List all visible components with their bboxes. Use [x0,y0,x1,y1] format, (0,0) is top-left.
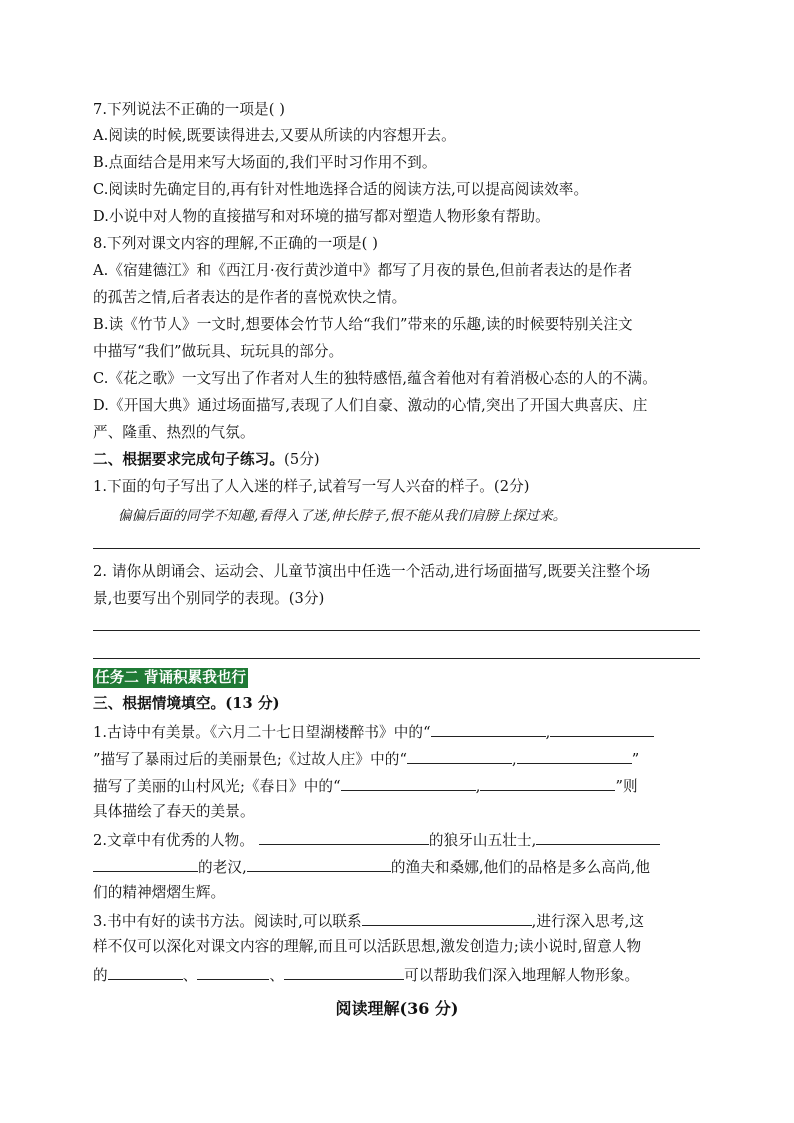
q3-text-3a: 的 [93,967,108,984]
q2-text: 2.文章中有优秀的人物。 [93,832,255,849]
section2-q2-line1: 2. 请你从朗诵会、运动会、儿童节演出中任选一个活动,进行场面描写,既要关注整个场 [93,563,651,580]
section2-q1: 1.下面的句子写出了人入迷的样子,试着写一写人兴奋的样子。(2分) [93,478,530,495]
blank-12[interactable] [108,964,183,980]
q7-stem: 7.下列说法不正确的一项是( ) [93,101,286,118]
answer-line-q1[interactable] [93,548,700,549]
section3-q1-line1 [93,721,703,743]
q8-option-a-line2: 的孤苦之情,后者表达的是作者的喜悦欢快之情。 [93,289,407,306]
section3-q3-line2: 样不仅可以深化对课文内容的理解,而且可以活跃思想,激发创造力;读小说时,留意人物 [93,938,642,955]
q1-quote-close: ” [631,751,640,768]
section3-q2-line1 [93,829,703,851]
q1-text-2: ”描写了暴雨过后的美丽景色;《过故人庄》中的“ [93,751,408,768]
section2-score: (5分) [284,451,320,468]
blank-8[interactable] [536,829,660,845]
blank-11[interactable] [362,910,532,926]
q8-option-d-line2: 严、隆重、热烈的气氛。 [93,424,255,441]
section3-q1-line2 [93,748,703,770]
blank-7[interactable] [259,829,429,845]
section3-q3-line1 [93,910,703,932]
q7-option-c: C.阅读时先确定目的,再有针对性地选择合适的阅读方法,可以提高阅读效率。 [93,181,589,198]
section3-q2-line3: 们的精神熠熠生辉。 [93,884,226,901]
section3-q1-line3 [93,775,703,797]
blank-13[interactable] [197,964,269,980]
q3-text-b: ,进行深入思考,这 [531,913,645,930]
q1-text: 1.古诗中有美景。《六月二十七日望湖楼醉书》中的“ [93,724,431,741]
blank-6[interactable] [480,775,615,791]
q7-option-d: D.小说中对人物的直接描写和对环境的描写都对塑造人物形象有帮助。 [93,208,550,225]
blank-4[interactable] [517,748,632,764]
blank-9[interactable] [93,856,198,872]
q2-text-2a: 的老汉, [198,859,247,876]
q8-stem: 8.下列对课文内容的理解,不正确的一项是( ) [93,235,378,252]
q7-option-b: B.点面结合是用来写大场面的,我们平时习作用不到。 [93,154,437,171]
blank-14[interactable] [284,964,404,980]
section2-q2-line2: 景,也要写出个别同学的表现。(3分) [93,590,325,607]
q8-option-b-line2: 中描写“我们”做玩具、玩玩具的部分。 [93,343,344,360]
q3-sep-2: 、 [269,967,285,984]
section2-title: 二、根据要求完成句子练习。 [93,451,285,468]
section3-q1-line4: 具体描绘了春天的美景。 [93,803,255,820]
section2-example-sentence: 偏偏后面的同学不知趣,看得入了迷,伸长脖子,恨不能从我们肩膀上探过来。 [118,508,567,524]
blank-2[interactable] [550,721,654,737]
q3-text: 3.书中有好的读书方法。阅读时,可以联系 [93,913,362,930]
q1-comma-2: , [512,751,517,768]
q3-text-3b: 可以帮助我们深入地理解人物形象。 [404,967,640,984]
q8-option-a-line1: A.《宿建德江》和《西江月·夜行黄沙道中》都写了月夜的景色,但前者表达的是作者 [93,262,633,279]
q8-option-d-line1: D.《开国大典》通过场面描写,表现了人们自豪、激动的心情,突出了开国大典喜庆、庄 [93,397,648,414]
blank-1[interactable] [431,721,546,737]
reading-comprehension-title: 阅读理解(36 分) [335,999,459,1018]
answer-line-q2-2[interactable] [93,658,700,659]
blank-10[interactable] [247,856,391,872]
q2-text-2b: 的渔夫和桑娜,他们的品格是多么高尚,他 [390,859,651,876]
q8-option-c: C.《花之歌》一文写出了作者对人生的独特感悟,蕴含着他对有着消极心态的人的不满。 [93,370,657,387]
section2-heading [93,450,703,470]
blank-3[interactable] [407,748,512,764]
q8-option-b-line1: B.读《竹节人》一文时,想要体会竹节人给“我们”带来的乐趣,读的时候要特别关注文 [93,316,633,333]
section3-heading: 三、根据情境填空。(13 分) [93,695,280,712]
section3-q3-line3 [93,964,703,986]
q1-text-3: 描写了美丽的山村风光;《春日》中的“ [93,778,341,795]
blank-5[interactable] [341,775,476,791]
task2-banner: 任务二 背诵积累我也行 [95,669,247,686]
q2-text-b: 的狼牙山五壮士, [428,832,537,849]
q7-option-a: A.阅读的时候,既要读得进去,又要从所读的内容想开去。 [93,127,456,144]
section3-q2-line2 [93,856,703,878]
q1-text-3b: ”则 [615,778,638,795]
answer-line-q2-1[interactable] [93,630,700,631]
q3-sep-1: 、 [182,967,198,984]
q1-comma: , [545,724,551,741]
q1-comma-3: , [475,778,481,795]
